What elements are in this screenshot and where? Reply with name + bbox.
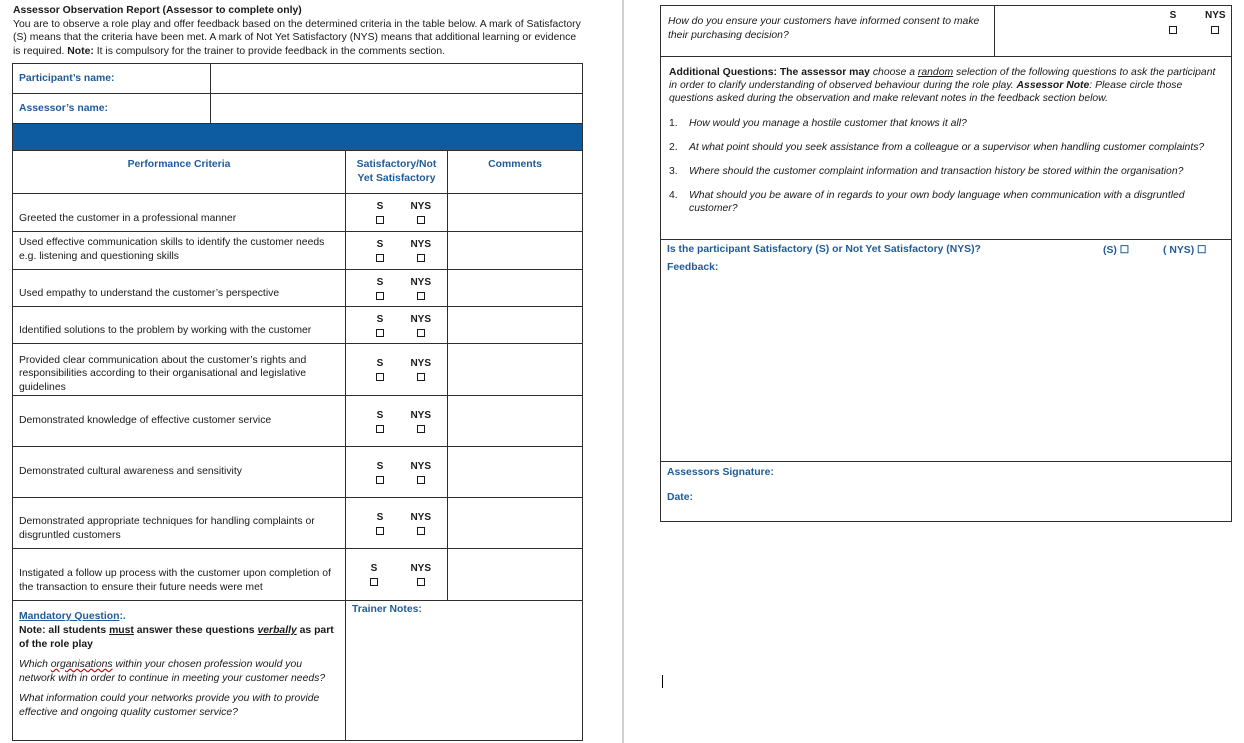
criteria-row-text: Provided clear communication about the customer’s rights and responsibilities according to their organisational and legislative guidelines <box>13 344 346 396</box>
s-checkbox[interactable] <box>376 254 384 262</box>
criteria-row-text: Demonstrated knowledge of effective customer service <box>13 396 346 447</box>
s-option[interactable]: (S) ☐ <box>1103 245 1130 256</box>
consent-s-nys-cell: S NYS <box>995 6 1232 57</box>
nys-checkbox[interactable] <box>417 527 425 535</box>
s-nys-cell: S NYS <box>346 447 448 498</box>
s-checkbox[interactable] <box>376 476 384 484</box>
satisfactory-feedback-cell <box>661 240 1232 462</box>
nys-checkbox[interactable] <box>417 476 425 484</box>
criteria-row-text: Used effective communication skills to identify the customer needs e.g. listening and questioning skills <box>13 232 346 270</box>
mandatory-question-1: Which organisations within your chosen profession would you network with in order to continue in meeting your customer needs? <box>19 659 326 684</box>
criteria-row-text: Used empathy to understand the customer’s perspective <box>13 270 346 307</box>
nys-checkbox[interactable] <box>417 578 425 586</box>
comment-cell[interactable] <box>448 270 583 307</box>
nys-checkbox[interactable] <box>417 216 425 224</box>
s-checkbox[interactable] <box>376 527 384 535</box>
intro-block <box>13 4 583 58</box>
s-nys-cell: S NYS <box>346 270 448 307</box>
nys-checkbox[interactable] <box>417 373 425 381</box>
mandatory-question-cell: Mandatory Question:. Note: all students must answer these questions verbally as part of the role play Which organisations within your chosen profession would you network with in order to continue in meeting your customer needs? What information could your networks provide you with to provide effective and ongoing quality customer service? <box>13 601 346 741</box>
participant-name-label: Participant’s name: <box>13 64 211 94</box>
comment-cell[interactable] <box>448 307 583 344</box>
comments-header: Comments <box>448 151 583 194</box>
criteria-row-text: Identified solutions to the problem by working with the customer <box>13 307 346 344</box>
header-bar <box>13 124 583 151</box>
s-nys-cell: S NYS <box>346 344 448 396</box>
comment-cell[interactable] <box>448 498 583 549</box>
criteria-table <box>12 63 583 741</box>
page-gutter <box>600 0 640 743</box>
left-page <box>0 0 600 743</box>
list-item: 2. At what point should you seek assistance from a colleague or a supervisor when handling customer complaints? <box>669 142 1205 153</box>
assessor-name-field[interactable] <box>211 94 583 124</box>
additional-table <box>660 5 1232 522</box>
s-nys-cell: S NYS <box>346 232 448 270</box>
report-title: Assessor Observation Report (Assessor to complete only) <box>13 5 302 16</box>
list-item: 4. What should you be aware of in regards to your own body language when communication with a disgruntled customer? <box>669 190 1185 214</box>
comment-cell[interactable] <box>448 549 583 601</box>
criteria-row-text: Greeted the customer in a professional manner <box>13 194 346 232</box>
list-item: 1. How would you manage a hostile customer that knows it all? <box>669 118 967 129</box>
additional-questions-intro: Additional Questions: The assessor may choose a random selection of the following questions to ask the participant in order to clarify understanding of observed behaviour during the role play. Assessor Note: Please circle those questions asked during the observation and make relevant notes in the feedback section below. <box>669 67 1216 104</box>
satisfactory-question: Is the participant Satisfactory (S) or Not Yet Satisfactory (NYS)? <box>667 244 981 255</box>
criteria-row-text: Instigated a follow up process with the customer upon completion of the transaction to ensure their future needs were met <box>13 549 346 601</box>
s-checkbox[interactable] <box>376 329 384 337</box>
date-label[interactable]: Date: <box>667 492 693 503</box>
s-checkbox[interactable] <box>376 216 384 224</box>
additional-questions-cell <box>661 57 1232 240</box>
comment-cell[interactable] <box>448 232 583 270</box>
text-cursor <box>662 675 663 688</box>
participant-name-field[interactable] <box>211 64 583 94</box>
criteria-row-text: Demonstrated cultural awareness and sensitivity <box>13 447 346 498</box>
trainer-notes[interactable]: Trainer Notes: <box>346 601 583 741</box>
s-checkbox[interactable] <box>1169 26 1177 34</box>
right-page <box>640 0 1244 743</box>
satisfactory-header: Satisfactory/Not Yet Satisfactory <box>346 151 448 194</box>
nys-checkbox[interactable] <box>417 254 425 262</box>
comment-cell[interactable] <box>448 344 583 396</box>
mandatory-note: Note: all students must answer these questions verbally as part of the role play <box>19 625 334 650</box>
nys-option[interactable]: ( NYS) ☐ <box>1163 245 1207 256</box>
list-item: 3. Where should the customer complaint information and transaction history be stored within the organisation? <box>669 166 1184 177</box>
s-nys-cell: S NYS <box>346 194 448 232</box>
s-checkbox[interactable] <box>376 425 384 433</box>
feedback-label: Feedback: <box>667 262 719 273</box>
nys-checkbox[interactable] <box>417 329 425 337</box>
nys-checkbox[interactable] <box>417 292 425 300</box>
signature-label[interactable]: Assessors Signature: <box>667 467 774 478</box>
s-checkbox[interactable] <box>376 292 384 300</box>
comment-cell[interactable] <box>448 447 583 498</box>
nys-checkbox[interactable] <box>417 425 425 433</box>
question-list <box>669 117 1225 215</box>
mandatory-question-2: What information could your networks provide you with to provide effective and ongoing quality customer service? <box>19 693 320 718</box>
s-checkbox[interactable] <box>376 373 384 381</box>
s-nys-cell: S NYS <box>346 549 448 601</box>
signature-cell <box>661 462 1232 522</box>
intro-text: You are to observe a role play and offer feedback based on the determined criteria in the table below. A mark of Satisfactory (S) means that the criteria have been met. A mark of Not Yet Satisfactory (NYS) means that additional learning or evidence is required. Note: It is compulsory for the trainer to provide feedback in the comments section. <box>13 18 581 57</box>
s-nys-cell: S NYS <box>346 498 448 549</box>
mandatory-question-title: Mandatory Question <box>19 611 120 622</box>
s-checkbox[interactable] <box>370 578 378 586</box>
comment-cell[interactable] <box>448 396 583 447</box>
performance-criteria-header: Performance Criteria <box>13 151 346 194</box>
criteria-row-text: Demonstrated appropriate techniques for handling complaints or disgruntled customers <box>13 498 346 549</box>
assessor-name-label: Assessor’s name: <box>13 94 211 124</box>
s-nys-cell: S NYS <box>346 307 448 344</box>
consent-question: How do you ensure your customers have informed consent to make their purchasing decision? <box>661 6 995 57</box>
s-nys-cell: S NYS <box>346 396 448 447</box>
comment-cell[interactable] <box>448 194 583 232</box>
nys-checkbox[interactable] <box>1211 26 1219 34</box>
